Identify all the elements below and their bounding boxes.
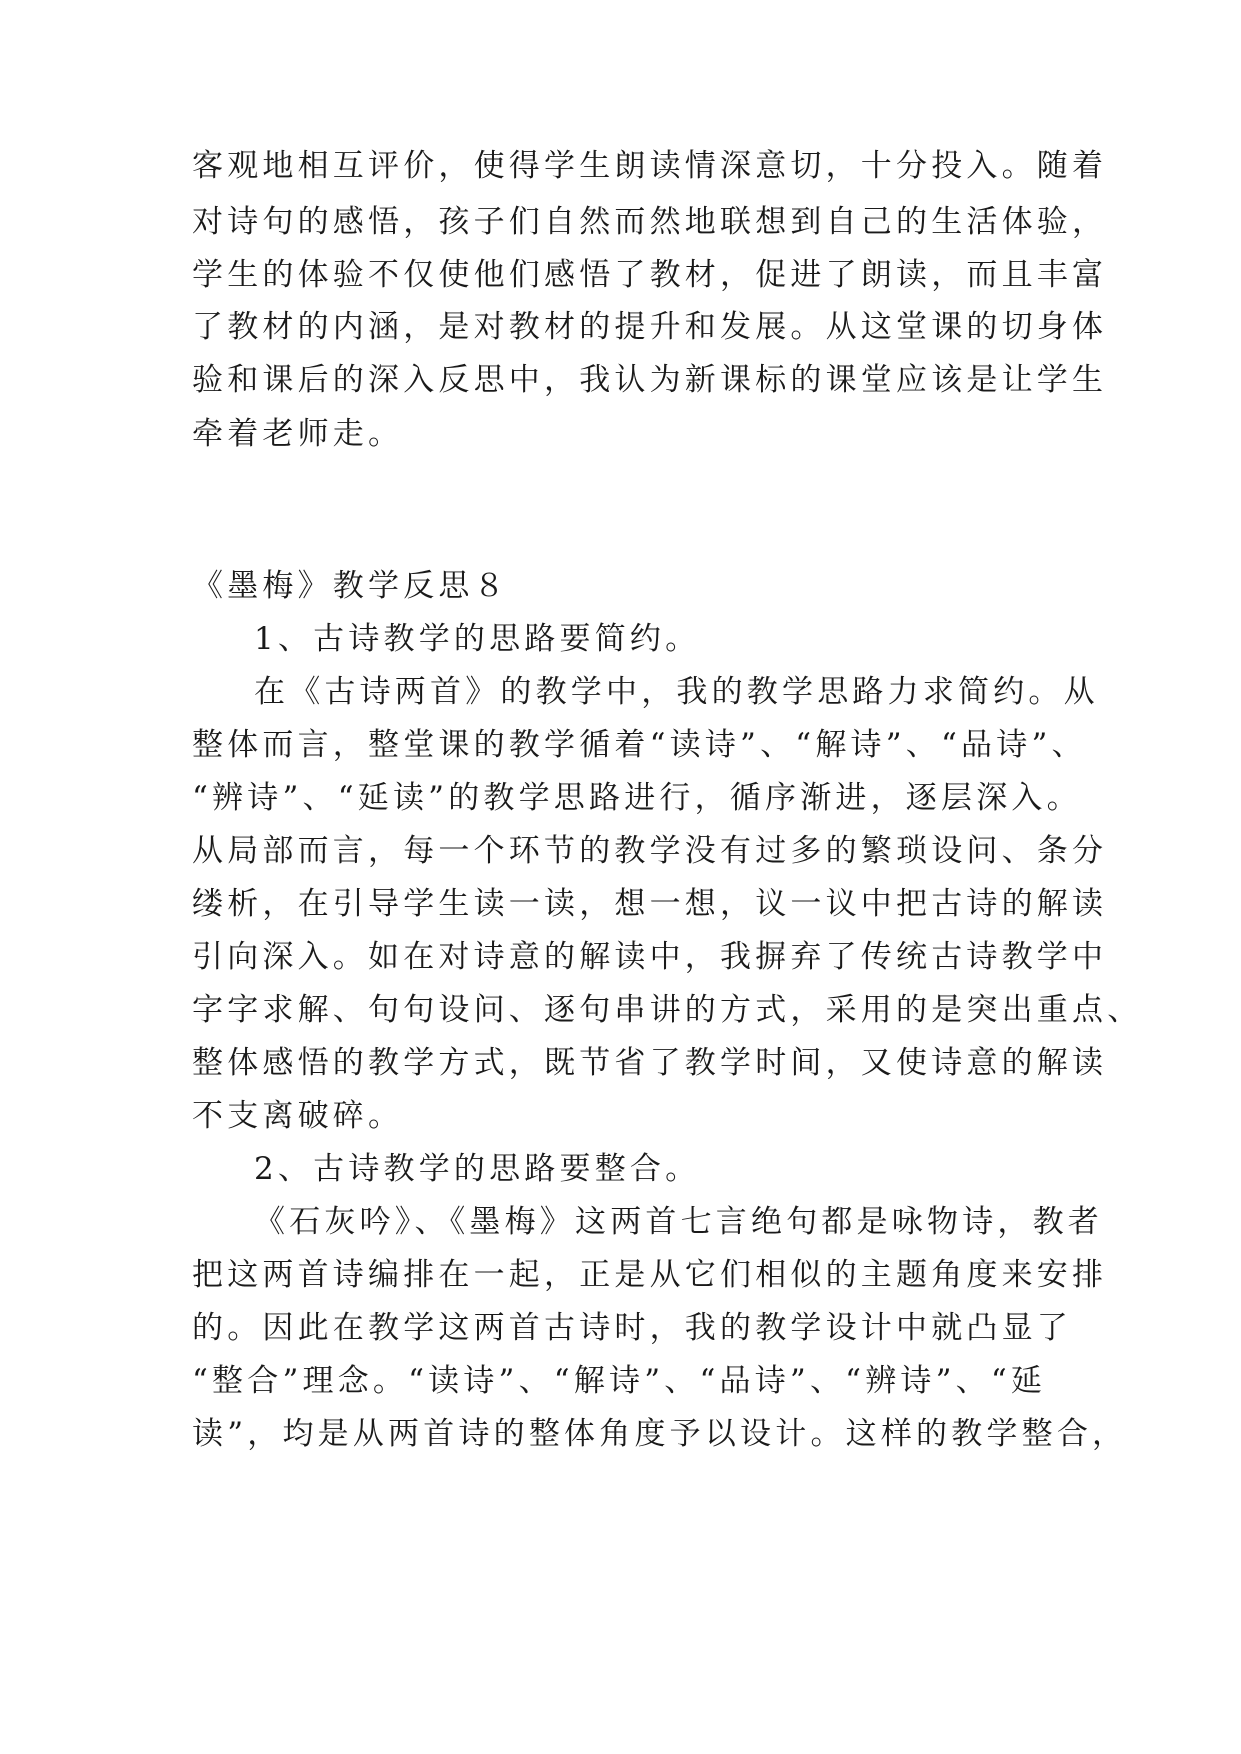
paragraph-line: 字字求解、句句设问、逐句串讲的方式，采用的是突出重点、 [192,992,1143,1028]
paragraph-line: 整体而言，整堂课的教学循着“读诗”、“解诗”、“品诗”、 [192,727,1087,763]
paragraph-line: 整体感悟的教学方式，既节省了教学时间，又使诗意的解读 [192,1045,1108,1081]
paragraph-line: 对诗句的感悟，孩子们自然而然地联想到自己的生活体验， [192,204,1108,240]
paragraph-line: 验和课后的深入反思中，我认为新课标的课堂应该是让学生 [192,362,1108,398]
paragraph-line: 《石灰吟》、《墨梅》这两首七言绝句都是咏物诗，教者 [254,1204,1103,1240]
paragraph-line: 引向深入。如在对诗意的解读中，我摒弃了传统古诗教学中 [192,939,1108,975]
point-heading: 1、古诗教学的思路要简约。 [254,621,701,657]
paragraph-line: 不支离破碎。 [192,1098,404,1134]
paragraph-line: 在《古诗两首》的教学中，我的教学思路力求简约。从 [254,674,1099,710]
paragraph-line: 的。因此在教学这两首古诗时，我的教学设计中就凸显了 [192,1310,1072,1346]
paragraph-line: 客观地相互评价，使得学生朗读情深意切，十分投入。随着 [192,148,1108,184]
paragraph-line: 牵着老师走。 [192,416,404,452]
paragraph-line: 把这两首诗编排在一起，正是从它们相似的主题角度来安排 [192,1257,1108,1293]
paragraph-line: 了教材的内涵，是对教材的提升和发展。从这堂课的切身体 [192,309,1108,345]
point-heading: 2、古诗教学的思路要整合。 [254,1151,701,1187]
paragraph-line: “辨诗”、“延读”的教学思路进行，循序渐进，逐层深入。 [192,780,1082,816]
paragraph-line: 从局部而言，每一个环节的教学没有过多的繁琐设问、条分 [192,833,1108,869]
section-title: 《墨梅》教学反思８ [192,568,509,604]
paragraph-line: 学生的体验不仅使他们感悟了教材，促进了朗读，而且丰富 [192,257,1108,293]
paragraph-line: 缕析，在引导学生读一读，想一想，议一议中把古诗的解读 [192,886,1108,922]
paragraph-line: 读”，均是从两首诗的整体角度予以设计。这样的教学整合， [192,1416,1128,1452]
paragraph-line: “整合”理念。“读诗”、“解诗”、“品诗”、“辨诗”、“延 [192,1363,1047,1399]
